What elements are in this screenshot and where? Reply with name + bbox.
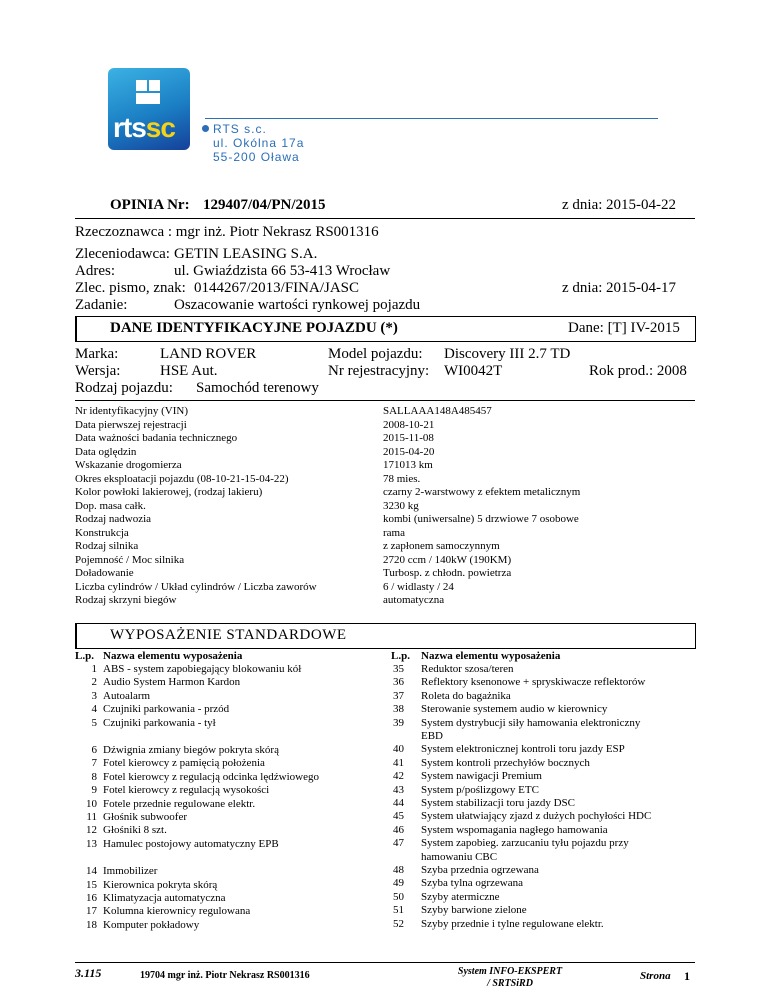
- detail-label: Kolor powłoki lakierowej, (rodzaj lakieru): [75, 486, 263, 498]
- equipment-number: 43: [393, 783, 404, 796]
- equipment-item: Szyba tylna ogrzewana: [421, 877, 524, 890]
- equipment-item: Kierownica pokryta skórą: [103, 878, 218, 891]
- equipment-item: Roleta do bagażnika: [421, 689, 511, 702]
- detail-value: 78 mies.: [383, 472, 421, 485]
- vehicle-type-label: Rodzaj pojazdu:: [75, 380, 173, 396]
- detail-label: Okres eksploatacji pojazdu (08-10-21-15-04-22): [75, 472, 289, 485]
- detail-label: Konstrukcja: [75, 526, 129, 539]
- expert-line: Rzeczoznawca : mgr inż. Piotr Nekrasz RS001316: [75, 224, 379, 240]
- equipment-item: Kolumna kierownicy regulowana: [103, 905, 251, 918]
- equipment-item: Hamulec postojowy automatyczny EPB: [103, 837, 279, 850]
- equipment-item: Fotele przednie regulowane elektr.: [103, 797, 256, 810]
- company-logo: [108, 68, 190, 150]
- company-street: ul. Okólna 17a: [213, 136, 305, 150]
- detail-value: 171013 km: [383, 459, 433, 471]
- equipment-number: 8: [91, 770, 97, 783]
- detail-value: 2720 ccm / 140kW (190KM): [383, 553, 512, 566]
- detail-value: kombi (uniwersalne) 5 drzwiowe 7 osobowe: [383, 513, 579, 525]
- equipment-number: 47: [393, 837, 404, 850]
- equipment-item: Szyby atermiczne: [421, 890, 500, 903]
- data-version: Dane: [T] IV-2015: [568, 320, 680, 336]
- page-number: 1: [684, 969, 690, 983]
- equipment-number: 16: [86, 892, 97, 904]
- equipment-number: 40: [393, 743, 404, 756]
- detail-value: czarny 2-warstwowy z efektem metalicznym: [383, 486, 581, 498]
- equipment-number: 49: [393, 877, 404, 890]
- col-lp-header: L.p.: [75, 650, 94, 662]
- page-label: Strona: [640, 970, 671, 982]
- opinion-label: OPINIA Nr:: [110, 197, 190, 213]
- equipment-item: Szyby przednie i tylne regulowane elektr.: [421, 917, 604, 930]
- equipment-item: System p/poślizgowy ETC: [421, 783, 539, 796]
- equipment-number: 38: [393, 703, 404, 716]
- equipment-number: 3: [91, 689, 97, 702]
- version-label: Wersja:: [75, 363, 121, 379]
- equipment-item: Audio System Harmon Kardon: [103, 676, 241, 689]
- equipment-item: Szyba przednia ogrzewana: [421, 864, 539, 876]
- equipment-item: System nawigacji Premium: [421, 770, 542, 783]
- production-year: Rok prod.: 2008: [589, 363, 687, 379]
- col-name-header: Nazwa elementu wyposażenia: [103, 650, 243, 662]
- equipment-number: 10: [86, 797, 97, 810]
- equipment-item: System elektronicznej kontroli toru jazdy ESP: [421, 743, 625, 756]
- equipment-number: 9: [91, 784, 97, 797]
- equipment-item: Reduktor szosa/teren: [421, 663, 514, 675]
- equipment-number: 18: [86, 918, 97, 931]
- equipment-item: System ułatwiający zjazd z dużych pochyłości HDC: [421, 810, 652, 823]
- equipment-number: 14: [86, 865, 97, 878]
- equipment-number: 13: [86, 837, 97, 850]
- order-date: 2015-04-17: [606, 280, 676, 296]
- logo-text-accent: sc: [145, 112, 175, 143]
- detail-value: 2008-10-21: [383, 418, 435, 431]
- equipment-item: Komputer pokładowy: [103, 918, 200, 931]
- form-version: 3.115: [75, 966, 102, 980]
- divider: [75, 218, 695, 219]
- equipment-number: 7: [91, 757, 97, 770]
- equipment-number: 44: [393, 797, 404, 809]
- equipment-item: Głośniki 8 szt.: [103, 824, 167, 837]
- company-name: RTS s.c.: [213, 122, 267, 136]
- equipment-item: EBD: [421, 730, 443, 742]
- order-label: Zlec. pismo, znak:: [75, 280, 186, 296]
- logo-divider: [205, 118, 658, 119]
- registration-value: WI0042T: [444, 363, 503, 379]
- detail-value: Turbosp. z chłodn. powietrza: [383, 567, 512, 579]
- detail-value: 2015-11-08: [383, 432, 434, 444]
- registration-label: Nr rejestracyjny:: [328, 363, 430, 379]
- col-lp-header-right: L.p.: [391, 650, 410, 662]
- equipment-item: System zapobieg. zarzucaniu tyłu pojazdu przy: [421, 837, 629, 850]
- detail-value: SALLAAA148A485457: [383, 405, 492, 417]
- equipment-number: 50: [393, 890, 404, 903]
- opinion-date: 2015-04-22: [606, 197, 676, 213]
- detail-label: Data oględzin: [75, 445, 137, 458]
- company-city: 55-200 Oława: [213, 150, 300, 164]
- equipment-number: 41: [393, 756, 404, 769]
- equipment-number: 12: [86, 824, 97, 837]
- model-label: Model pojazdu:: [328, 346, 423, 362]
- equipment-number: 37: [393, 689, 404, 702]
- equipment-number: 5: [91, 716, 97, 729]
- equipment-item: ABS - system zapobiegający blokowaniu kół: [103, 663, 302, 675]
- equipment-number: 15: [86, 878, 97, 891]
- footer-expert: 19704 mgr inż. Piotr Nekrasz RS001316: [140, 970, 310, 981]
- equipment-item: Fotel kierowcy z regulacją odcinka lędźwiowego: [103, 770, 319, 783]
- opinion-date-label: z dnia:: [562, 197, 603, 213]
- equipment-number: 51: [393, 904, 404, 917]
- detail-label: Rodzaj nadwozia: [75, 513, 152, 525]
- detail-label: Dop. masa całk.: [75, 499, 146, 512]
- logo-text: rts: [113, 112, 146, 143]
- equipment-item: Reflektory ksenonowe + spryskiwacze reflektorów: [421, 676, 646, 689]
- equipment-number: 39: [393, 716, 404, 729]
- identification-title: DANE IDENTYFIKACYJNE POJAZDU (*): [110, 320, 398, 336]
- detail-label: Wskazanie drogomierza: [75, 459, 182, 471]
- detail-label: Data ważności badania technicznego: [75, 432, 238, 444]
- detail-value: 6 / widlasty / 24: [383, 580, 454, 593]
- detail-label: Nr identyfikacyjny (VIN): [75, 405, 189, 417]
- order-number: 0144267/2013/FINA/JASC: [194, 280, 360, 296]
- equipment-number: 48: [393, 864, 404, 876]
- detail-label: Liczba cylindrów / Układ cylindrów / Liczba zaworów: [75, 580, 317, 593]
- equipment-item: System wspomagania nagłego hamowania: [421, 823, 608, 836]
- equipment-title: WYPOSAŻENIE STANDARDOWE: [110, 627, 347, 643]
- equipment-item: Czujniki parkowania - tył: [103, 716, 216, 729]
- equipment-item: System stabilizacji toru jazdy DSC: [421, 797, 575, 809]
- make-label: Marka:: [75, 346, 119, 362]
- detail-label: Doładowanie: [75, 567, 134, 579]
- detail-label: Rodzaj silnika: [75, 540, 139, 552]
- footer-system-line1: System INFO-EKSPERT: [457, 966, 563, 977]
- detail-label: Rodzaj skrzyni biegów: [75, 594, 177, 606]
- detail-value: rama: [383, 526, 405, 539]
- detail-label: Data pierwszej rejestracji: [75, 418, 187, 431]
- model-value: Discovery III 2.7 TD: [444, 346, 571, 362]
- equipment-number: 17: [86, 905, 97, 918]
- equipment-item: Sterowanie systemem audio w kierownicy: [421, 703, 608, 716]
- equipment-number: 45: [393, 810, 404, 823]
- equipment-number: 52: [393, 917, 404, 930]
- order-date-label: z dnia:: [562, 280, 603, 296]
- equipment-number: 36: [393, 676, 404, 689]
- client-address: ul. Gwiaździsta 66 53-413 Wrocław: [174, 263, 391, 279]
- address-label: Adres:: [75, 263, 115, 279]
- equipment-item: Szyby barwione zielone: [421, 904, 527, 917]
- footer-divider: [75, 962, 695, 963]
- footer-system-line2: / SRTSiRD: [487, 978, 533, 989]
- equipment-number: 11: [86, 811, 97, 823]
- equipment-item: Fotel kierowcy z pamięcią położenia: [103, 757, 265, 770]
- equipment-item: Fotel kierowcy z regulacją wysokości: [103, 784, 270, 797]
- task-text: Oszacowanie wartości rynkowej pojazdu: [174, 297, 421, 313]
- client-label: Zleceniodawca:: [75, 246, 170, 262]
- equipment-number: 46: [393, 823, 404, 836]
- task-label: Zadanie:: [75, 297, 128, 313]
- col-name-header-right: Nazwa elementu wyposażenia: [421, 650, 561, 662]
- equipment-number: 6: [91, 744, 97, 756]
- bullet-icon: [202, 125, 209, 132]
- equipment-number: 2: [91, 676, 97, 689]
- equipment-number: 4: [91, 703, 97, 716]
- detail-value: z zapłonem samoczynnym: [383, 540, 500, 552]
- detail-value: 3230 kg: [383, 499, 419, 512]
- equipment-number: 35: [393, 663, 404, 675]
- detail-label: Pojemność / Moc silnika: [75, 553, 185, 566]
- equipment-item: Czujniki parkowania - przód: [103, 703, 230, 716]
- divider: [75, 400, 695, 401]
- version-value: HSE Aut.: [160, 363, 218, 379]
- detail-value: 2015-04-20: [383, 445, 435, 458]
- equipment-item: Klimatyzacja automatyczna: [103, 892, 226, 904]
- equipment-item: Głośnik subwoofer: [103, 811, 188, 823]
- equipment-number: 1: [91, 663, 97, 675]
- client-name: GETIN LEASING S.A.: [174, 246, 318, 262]
- equipment-item: Dźwignia zmiany biegów pokryta skórą: [103, 744, 279, 756]
- vehicle-type-value: Samochód terenowy: [196, 380, 319, 396]
- equipment-item: System kontroli przechyłów bocznych: [421, 756, 590, 769]
- equipment-item: hamowaniu CBC: [421, 850, 498, 863]
- make-value: LAND ROVER: [160, 346, 257, 362]
- equipment-item: System dystrybucji siły hamowania elektroniczny: [421, 716, 641, 729]
- equipment-number: 42: [393, 770, 404, 783]
- equipment-item: Immobilizer: [103, 865, 158, 878]
- opinion-number: 129407/04/PN/2015: [203, 197, 326, 213]
- detail-value: automatyczna: [383, 594, 445, 606]
- equipment-item: Autoalarm: [103, 689, 151, 702]
